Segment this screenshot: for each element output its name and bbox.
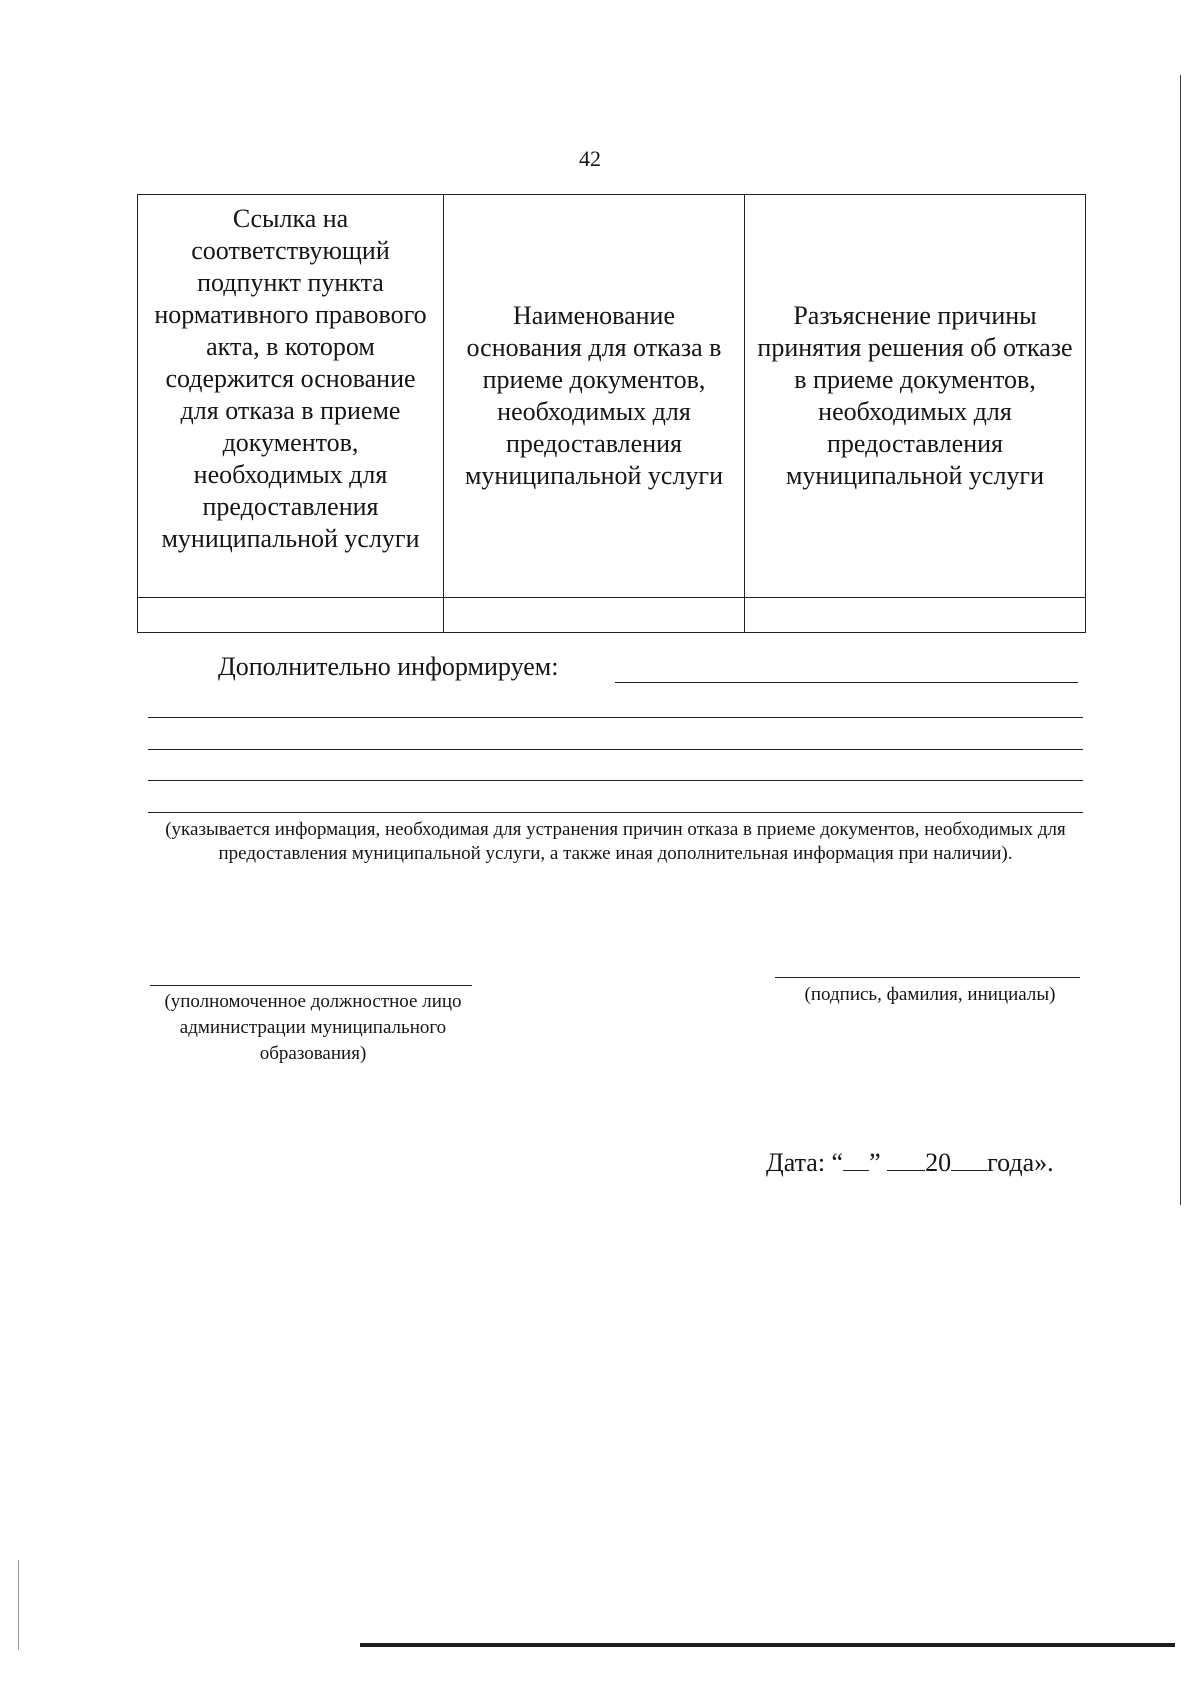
table-cell-refusal-ground[interactable] [444, 598, 745, 633]
header-legal-reference: Ссылка на соответствующий подпункт пункта нормативного правового акта, в котором содержится основание для отказа в приеме документов, необходимых для предоставления муниципальной услуги [138, 195, 444, 598]
date-year-prefix: 20 [925, 1148, 952, 1177]
additional-info-section [148, 652, 1083, 802]
table-cell-refusal-explanation[interactable] [745, 598, 1086, 633]
table-cell-legal-reference[interactable] [138, 598, 444, 633]
scan-edge-right [1180, 75, 1181, 1205]
page-number: 42 [579, 146, 601, 171]
scan-edge-left [18, 1560, 19, 1650]
date-line [766, 1148, 1054, 1178]
name-caption: (подпись, фамилия, инициалы) [804, 984, 1056, 1005]
additional-info-fill-line[interactable] [148, 780, 1083, 781]
official-signature-line[interactable] [150, 985, 472, 986]
date-day-blank[interactable] [843, 1148, 869, 1171]
scan-bottom-bar [360, 1643, 1175, 1647]
additional-info-fill-line[interactable] [148, 812, 1083, 813]
table-row [138, 598, 1086, 633]
refusal-reasons-table [137, 194, 1086, 633]
additional-info-hint: (указывается информация, необходимая для устранения причин отказа в приеме документов, необходимых для предоставления муниципальной услуги, а также иная дополнительная информация при наличии). [165, 819, 1066, 864]
additional-info-label: Дополнительно информируем: [218, 652, 559, 681]
additional-info-fill-line[interactable] [615, 682, 1078, 683]
header-refusal-explanation: Разъяснение причины принятия решения об отказе в приеме документов, необходимых для предоставления муниципальной услуги [745, 195, 1086, 598]
date-suffix: года». [987, 1148, 1054, 1177]
additional-info-fill-line[interactable] [148, 717, 1083, 718]
header-refusal-ground: Наименование основания для отказа в приеме документов, необходимых для предоставления муниципальной услуги [444, 195, 745, 598]
additional-info-fill-line[interactable] [148, 749, 1083, 750]
date-month-blank[interactable] [887, 1148, 925, 1171]
date-prefix: Дата: “ [766, 1148, 844, 1177]
table-header-row [138, 195, 1086, 598]
date-quote-close: ” [869, 1148, 881, 1177]
date-year-blank[interactable] [951, 1148, 987, 1171]
official-caption: (уполномоченное должностное лицо администрации муниципального образования) [164, 991, 462, 1064]
name-signature-line[interactable] [775, 977, 1080, 978]
